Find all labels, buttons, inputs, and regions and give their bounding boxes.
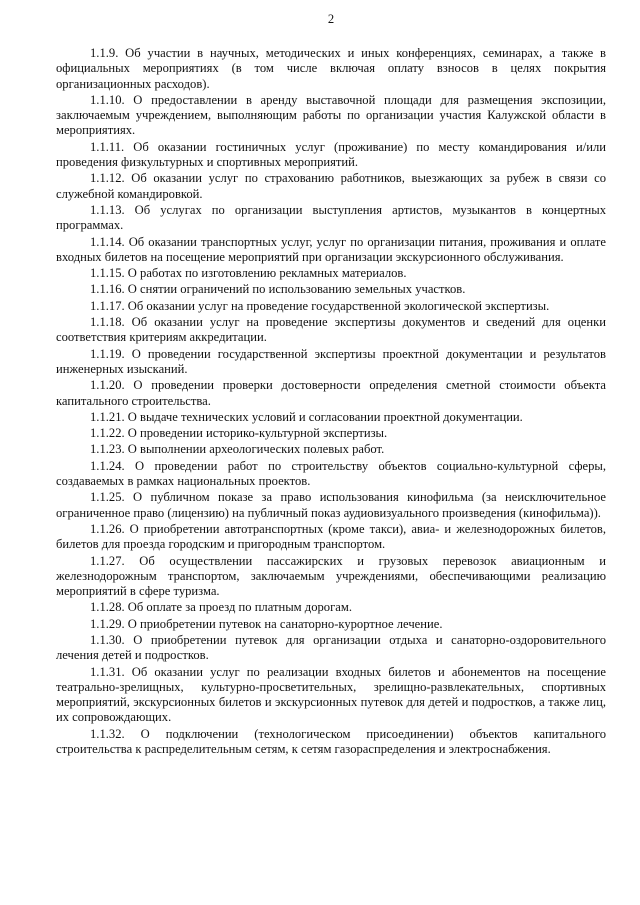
clause-paragraph: 1.1.18. Об оказании услуг на проведение экспертизы документов и сведений для оценки соответствия критериям аккредитации. [56, 315, 606, 345]
clause-paragraph: 1.1.28. Об оплате за проезд по платным дорогам. [90, 600, 352, 615]
page-number: 2 [327, 12, 335, 26]
clause-list [56, 46, 606, 757]
clause-paragraph: 1.1.14. Об оказании транспортных услуг, услуг по организации питания, проживания и оплате входных билетов на посещение мероприятий при организации экскурсионного обслуживания. [56, 234, 606, 264]
clause-paragraph: 1.1.9. Об участии в научных, методических и иных конференциях, семинарах, а также в официальных мероприятиях (в том числе включая оплату взносов в целях покрытия организационных расходов). [56, 46, 606, 91]
clause-paragraph: 1.1.21. О выдаче технических условий и согласовании проектной документации. [90, 409, 523, 424]
clause-paragraph: 1.1.31. Об оказании услуг по реализации входных билетов и абонементов на посещение театрально-зрелищных, культурно-просветительных, зрелищно-развлекательных, спортивных мероприятий, экскурсионных билетов и экскурсионных путевок для детей и подростков, а также лиц, их сопровождающих. [56, 664, 606, 725]
clause-paragraph: 1.1.19. О проведении государственной экспертизы проектной документации и результатов инженерных изысканий. [56, 346, 606, 376]
clause-paragraph: 1.1.26. О приобретении автотранспортных (кроме такси), авиа- и железнодорожных билетов, билетов для проезда городским и пригородным транспортом. [56, 521, 606, 552]
clause-paragraph: 1.1.15. О работах по изготовлению рекламных материалов. [90, 266, 407, 281]
clause-paragraph: 1.1.27. Об осуществлении пассажирских и грузовых перевозок авиационным и железнодорожным транспортом, заключаемым учреждениями, обеспечивающими реализацию мероприятий в сфере туризма. [56, 553, 606, 599]
clause-paragraph: 1.1.23. О выполнении археологических полевых работ. [90, 442, 385, 457]
clause-paragraph: 1.1.13. Об услугах по организации выступления артистов, музыкантов в концертных программах. [56, 202, 606, 233]
clause-paragraph: 1.1.20. О проведении проверки достоверности определения сметной стоимости объекта капитального строительства. [56, 378, 606, 408]
clause-paragraph: 1.1.11. Об оказании гостиничных услуг (проживание) по месту командирования и/или проведения физкультурных и спортивных мероприятий. [56, 139, 606, 170]
clause-paragraph: 1.1.10. О предоставлении в аренду выставочной площади для размещения экспозиции, заключаемым учреждением, выполняющим работы по организации участия Калужской области в мероприятиях. [56, 92, 606, 138]
clause-paragraph: 1.1.17. Об оказании услуг на проведение государственной экологической экспертизы. [90, 298, 550, 313]
clause-paragraph: 1.1.32. О подключении (технологическом присоединении) объектов капитального строительства к распределительным сетям, к сетям газораспределения и электроснабжения. [56, 726, 606, 757]
clause-paragraph: 1.1.25. О публичном показе за право использования кинофильма (за неисключительное ограниченное право (лицензию) на публичный показ аудиовизуального произведения (кинофильма)). [56, 490, 606, 520]
clause-paragraph: 1.1.16. О снятии ограничений по использованию земельных участков. [90, 282, 466, 297]
clause-paragraph: 1.1.12. Об оказании услуг по страхованию работников, выезжающих за рубеж в связи со служебной командировкой. [56, 171, 606, 201]
clause-paragraph: 1.1.30. О приобретении путевок для организации отдыха и санаторно-оздоровительного лечения детей и подростков. [56, 632, 606, 663]
clause-paragraph: 1.1.22. О проведении историко-культурной экспертизы. [90, 426, 388, 441]
clause-paragraph: 1.1.24. О проведении работ по строительству объектов социально-культурной сферы, создаваемых в рамках национальных проектов. [56, 458, 606, 489]
clause-paragraph: 1.1.29. О приобретении путевок на санаторно-курортное лечение. [90, 616, 443, 631]
